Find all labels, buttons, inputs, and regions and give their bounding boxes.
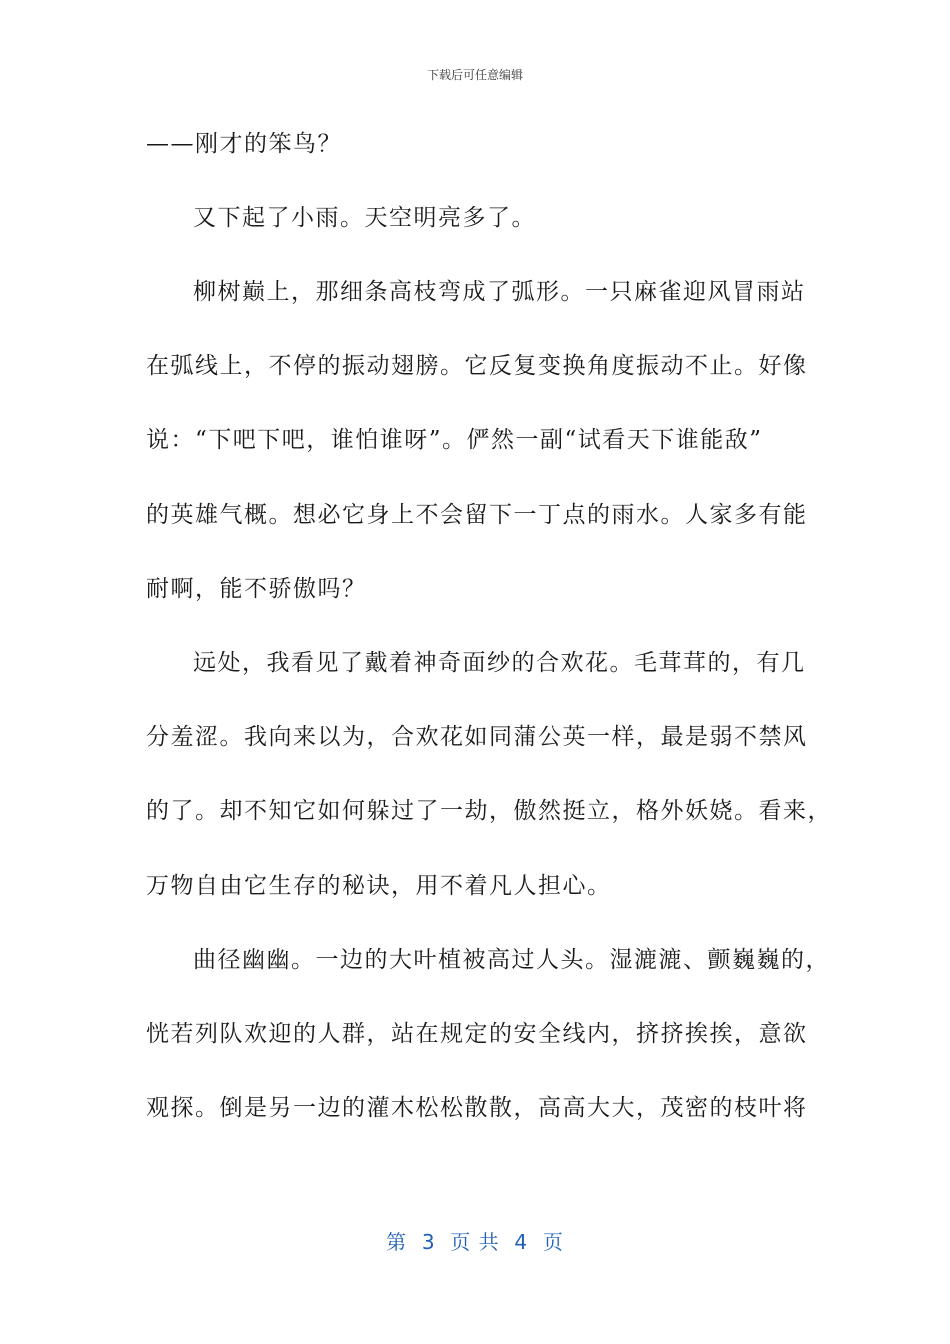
text-line: 万物自由它生存的秘诀，用不着凡人担心。 xyxy=(146,873,612,899)
text-line: 又下起了小雨。天空明亮多了。 xyxy=(193,205,536,231)
text-line: 分羞涩。我向来以为，合欢花如同蒲公英一样，最是弱不禁风 xyxy=(146,724,808,750)
text-line: 柳树巅上，那细条高枝弯成了弧形。一只麻雀迎风冒雨站 xyxy=(193,279,806,305)
text-line: 恍若列队欢迎的人群，站在规定的安全线内，挤挤挨挨，意欲 xyxy=(146,1021,808,1047)
page-header: 下载后可任意编辑 xyxy=(426,68,523,82)
text-line: 观探。倒是另一边的灌木松松散散，高高大大，茂密的枝叶将 xyxy=(146,1095,808,1121)
text-line: ——刚才的笨鸟？ xyxy=(146,131,342,157)
page-footer: 第 3 页 共 4 页 xyxy=(386,1230,564,1254)
text-line: 说：“下吧下吧，谁怕谁呀”。俨然一副“试看天下谁能敌” xyxy=(146,427,763,453)
text-line: 耐啊，能不骄傲吗？ xyxy=(146,576,367,602)
text-line: 的英雄气概。想必它身上不会留下一丁点的雨水。人家多有能 xyxy=(146,502,808,528)
text-line: 在弧线上，不停的振动翅膀。它反复变换角度振动不止。好像 xyxy=(146,353,808,379)
text-line: 远处，我看见了戴着神奇面纱的合欢花。毛茸茸的，有几 xyxy=(193,650,806,676)
text-line: 曲径幽幽。一边的大叶植被高过人头。湿漉漉、颤巍巍的， xyxy=(193,947,830,973)
text-line: 的了。却不知它如何躲过了一劫，傲然挺立，格外妖娆。看来， xyxy=(146,798,832,824)
